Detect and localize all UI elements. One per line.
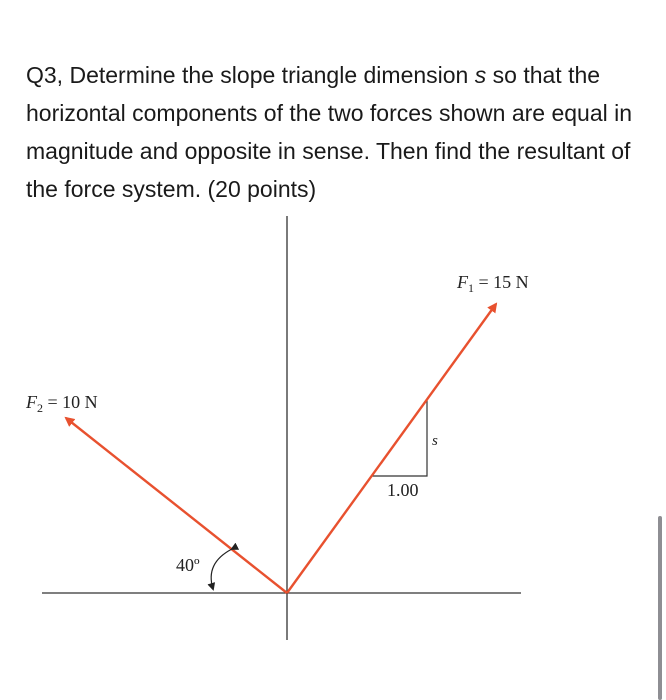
slope-base-label: 1.00 bbox=[387, 480, 419, 500]
f1-subscript: 1 bbox=[468, 281, 474, 295]
slope-side-label: s bbox=[432, 433, 438, 449]
question-prefix: Q3, Determine the slope triangle dimension bbox=[26, 62, 475, 88]
f1-symbol: F bbox=[457, 272, 468, 292]
angle-label: 40º bbox=[176, 555, 200, 575]
f2-value: = 10 N bbox=[43, 392, 98, 412]
question-suffix: so that the horizontal components of the two forces shown are equal in magnitude and opposite in sense. Then find the resultant of the force system. (20 points) bbox=[26, 62, 633, 202]
scrollbar[interactable] bbox=[658, 516, 662, 700]
question-variable: s bbox=[474, 62, 487, 88]
angle-arc-40 bbox=[211, 549, 232, 589]
f1-value: = 15 N bbox=[474, 272, 529, 292]
force-f1-arrow bbox=[287, 304, 496, 593]
f2-subscript: 2 bbox=[37, 401, 43, 415]
f1-label bbox=[456, 272, 529, 295]
f2-label bbox=[25, 392, 98, 415]
f2-symbol: F bbox=[26, 392, 37, 412]
